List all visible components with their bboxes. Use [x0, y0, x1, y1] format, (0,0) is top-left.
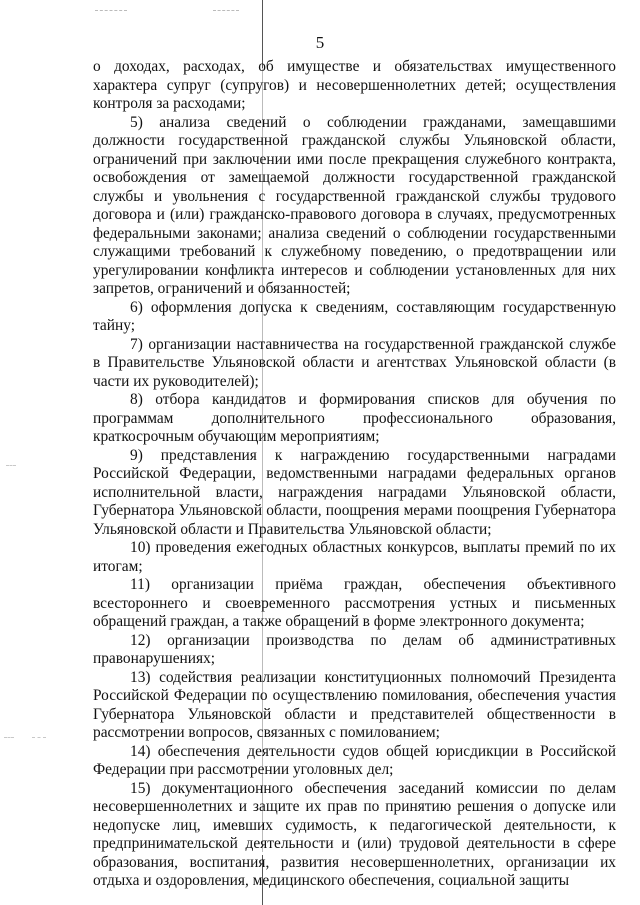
list-item-6: 6) оформления допуска к сведениям, составляющим государственную тайну;	[93, 298, 616, 334]
page-number: 5	[315, 33, 325, 52]
scan-artifact	[95, 10, 127, 12]
list-item-13: 13) содействия реализации конституционных полномочий Президента Российской Федерации по осуществлению помилования, обеспечения участия Губернатора Ульяновской области и представителей общественности в рассмотрении вопросов, связанных с помилованием;	[93, 668, 616, 741]
scan-artifact	[32, 737, 46, 739]
list-item-5: 5) анализа сведений о соблюдении гражданами, замещавшими должности государственной гражданской службы Ульяновской области, ограничений при заключении ими после прекращения служебного контракта, освобождения от замещаемой должности государственной гражданской службы и увольнения с государственной гражданской службы трудового договора и (или) гражданско-правового договора в случаях, предусмотренных федеральными законами; анализа сведений о соблюдении государственными служащими требований к служебному поведению, о предотвращении или урегулировании конфликта интересов и соблюдении установленных для них запретов, ограничений и обязанностей;	[93, 113, 616, 297]
list-item-11: 11) организации приёма граждан, обеспечения объективного всестороннего и своевременного рассмотрения устных и письменных обращений граждан, а также обращений в форме электронного документа;	[93, 576, 616, 630]
scan-artifact	[6, 465, 16, 467]
list-item-15: 15) документационного обеспечения заседаний комиссии по делам несовершеннолетних и защите их прав по принятию решения о допуске или недопуске лиц, имевших судимость, к педагогической деятельности, к предпринимательской деятельности и (или) трудовой деятельности в сфере образования, воспитания, развития несовершеннолетних, организации их отдыха и оздоровления, медицинского обеспечения, социальной защиты	[93, 779, 616, 889]
scan-artifact	[213, 10, 239, 12]
list-item-12: 12) организации производства по делам об административных правонарушениях;	[93, 631, 616, 667]
paragraph-continuation: о доходах, расходах, об имуществе и обязательствах имущественного характера супруг (супругов) и несовершеннолетних детей; осуществления контроля за расходами;	[93, 58, 616, 112]
list-item-7: 7) организации наставничества на государственной гражданской службе в Правительстве Ульяновской области и агентствах Ульяновской области (в части их руководителей);	[93, 335, 616, 390]
list-item-14: 14) обеспечения деятельности судов общей юрисдикции в Российской Федерации при рассмотрении уголовных дел;	[93, 742, 616, 778]
list-item-9: 9) представления к награждению государственными наградами Российской Федерации, ведомственными наградами федеральных органов исполнительной власти, награждения наградами Ульяновской области, Губернатора Ульяновской области, поощрения мерами поощрения Губернатора Ульяновской области и Правительства Ульяновской области;	[93, 446, 616, 538]
scan-artifact	[4, 737, 14, 739]
list-item-8: 8) отбора кандидатов и формирования списков для обучения по программам дополнительного профессионального образования, краткосрочным обучающим мероприятиям;	[93, 391, 616, 445]
list-item-10: 10) проведения ежегодных областных конкурсов, выплаты премий по их итогам;	[93, 539, 616, 575]
document-body	[93, 58, 616, 891]
